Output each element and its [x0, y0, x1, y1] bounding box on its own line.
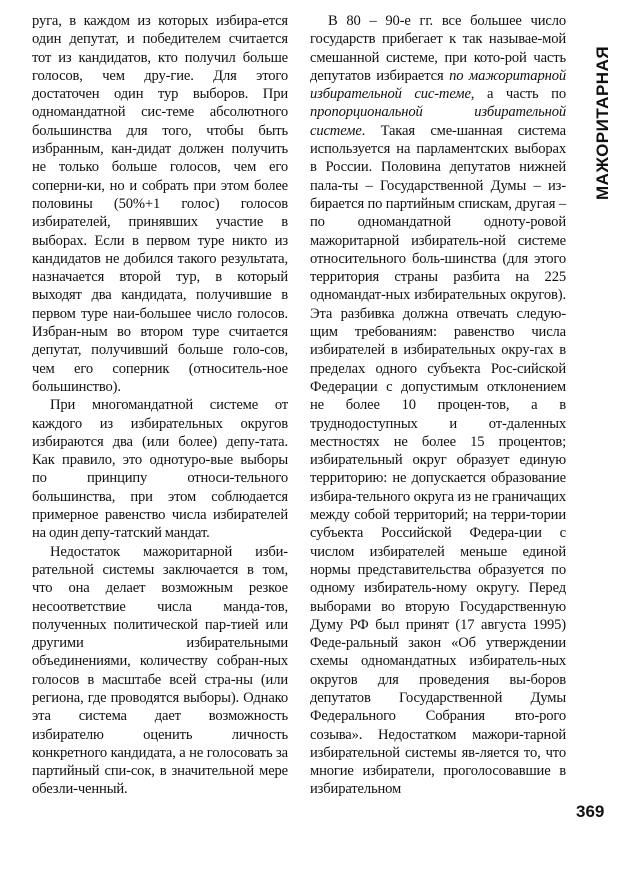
- right-text-column: [310, 12, 566, 799]
- left-text-column: [32, 12, 288, 799]
- text-run: . Такая сме-шанная система используется на парламентских выборах в России. Половина депутатов нижней пала-ты – Государственной Думы – из-бирается по партийным спискам, другая – по одномандатной одноту-ровой мажоритарной избиратель-ной системе относительного боль-шинства (для этого территория страны разбита на 225 одномандат-ных избирательных округов). Эта разбивка должна отвечать следую-щим требованиям: равенство числа избирателей в избирательных окру-гах в пределах одного субъекта Рос-сийской Федерации с допустимым отклонением не более 10 процен-тов, а в труднодоступных и от-даленных местностях не более 15 процентов; избирательный округ образует единую территорию: не допускается образование избира-тельного округа из не граничащих между собой территорий; на терри-тории субъекта Российской Федера-ции с числом избирателей меньше единой нормы представительства образуется по одному избиратель-ному округу. Перед выборами во вторую Государственную Думу РФ был принят (17 августа 1995) Феде-ральный закон «Об утверждении схемы одномандатных избиратель-ных округов для проведения вы-боров депутатов Государственной Думы Федерального Собрания вто-рого созыва». Недостатком мажори-тарной избирательной системы яв-ляется то, что многие избиратели, проголосовавшие в избирательном: [310, 122, 566, 798]
- running-head: [578, 14, 622, 204]
- text-run: В 80 – 90-е гг. все большее число государств прибегает к так называе-мой смешанной системе, при кото-рой часть депутатов избирается: [310, 13, 566, 84]
- italic-term: по мажоритарной избирательной сис-теме: [310, 67, 566, 103]
- paragraph: [310, 12, 566, 799]
- italic-term: пропорциональной избирательной системе: [310, 104, 566, 139]
- paragraph: Недостаток мажоритарной изби-рательной системы заключается в том, что она делает возможным резкое несоответствие числа манда-тов, полученных политической пар-тией или другими избирательными объединениями, количеству собран-ных голосов в масштабе всей стра-ны (или региона, где проводятся выборы). Однако эта система дает возможность избирателю оценить личность конкретного кандидата, а не голосовать за партийный спи-сок, в значительной мере обезли-ченный.: [32, 543, 288, 798]
- text-run: , а часть по: [470, 86, 566, 103]
- running-head-text: МАЖОРИТАРНАЯ: [593, 45, 612, 200]
- page-number: 369: [576, 802, 605, 821]
- paragraph: руга, в каждом из которых избира-ется один депутат, и победителем считается тот из кандидатов, кто получил больше голосов, чем дру-гие. Для этого достаточен один тур выборов. При одномандатной сис-теме абсолютного большинства для того, чтобы быть избранным, кан-дидат должен получить не только больше голосов, чем его соперни-ки, но и собрать при этом более половины (50%+1 голос) голосов избирателей, принявших участие в выборах. Если в первом туре никто из кандидатов не добился такого результата, назначается второй тур, в который выходят два кандидата, получившие в первом туре наи-большее число голосов. Избран-ным во втором туре считается депутат, получивший больше голо-сов, чем его соперник (относитель-ное большинство).: [32, 13, 288, 395]
- paragraph: При многомандатной системе от каждого из избирательных округов избираются два (или более) депу-тата. Как правило, это однотуро-вые выборы по принципу относи-тельного большинства, при этом соблюдается примерное равенство числа избирателей на один депу-татский мандат.: [32, 397, 288, 542]
- running-head-graphic: [578, 14, 622, 204]
